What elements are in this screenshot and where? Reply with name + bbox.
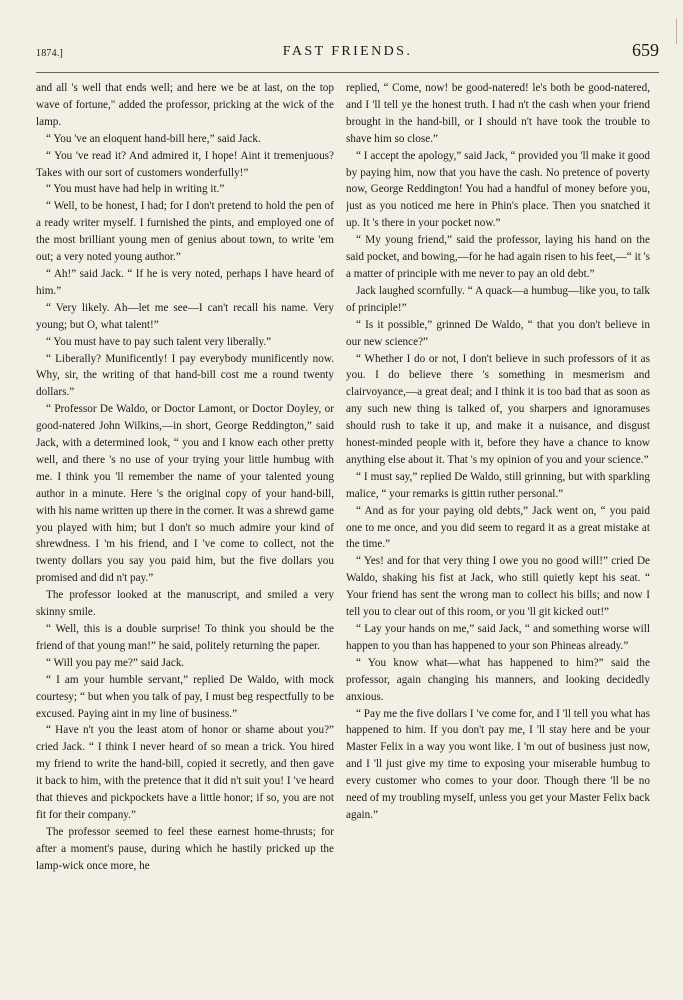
paragraph: “ My young friend,” said the professor, laying his hand on the said pocket, and bowing,—for he had again risen to his feet,—“ it 's a matter of principle with me never to pay an old debt.”: [346, 234, 650, 280]
paragraph: Jack laughed scornfully. “ A quack—a humbug—like you, to talk of principle!”: [346, 284, 650, 314]
paragraph: “ Very likely. Ah—let me see—I can't recall his name. Very young; but O, what talent!”: [36, 301, 334, 331]
right-column: [346, 80, 650, 985]
paragraph: replied, “ Come, now! be good-natered! le's both be good-natered, and I 'll tell ye the honest truth. I had n't the cash when your friend brought in the hand-bill, or I should n't have took the trouble to shave him so close.”: [346, 82, 650, 145]
paragraph: The professor seemed to feel these earnest home-thrusts; for after a moment's pause, during which he hastily pricked up the lamp-wick once more, he: [36, 825, 334, 872]
paragraph: “ Ah!” said Jack. “ If he is very noted, perhaps I have heard of him.”: [36, 267, 334, 297]
paragraph: “ Lay your hands on me,” said Jack, “ and something worse will happen to you than has happened to your son Phineas already.”: [346, 623, 650, 652]
header-year: 1874.]: [36, 48, 64, 59]
margin-mark: [676, 18, 677, 44]
paragraph: “ Well, this is a double surprise! To think you should be the friend of that young man!” he said, politely returning the paper.: [36, 623, 334, 652]
paragraph: “ You 've an eloquent hand-bill here,” said Jack.: [46, 132, 261, 145]
paragraph: “ Well, to be honest, I had; for I don't pretend to hold the pen of a ready writer myself. I furnished the pints, and employed one of the most brilliant young men of genius about town, to write 'em out; a very noted young author.”: [36, 200, 334, 264]
paragraph: “ Yes! and for that very thing I owe you no good will!” cried De Waldo, shaking his fist at Jack, who still quietly kept his seat. “ Your friend has sent the wrong man to collect his bills; and now I tell you to clear out of this room, or you 'll git kicked out!”: [346, 555, 650, 619]
paragraph: “ Pay me the five dollars I 've come for, and I 'll tell you what has happened to him. If you don't pay me, I 'll stay here and be your Master Felix in a way you wont like. I 'm out of business just now, and I 'll just give my time to exposing your miserable humbug to every customer who comes to your door. Though there 'll be no need of my troubling myself, unless you get your Master Felix back again.”: [346, 707, 650, 821]
paragraph: “ Professor De Waldo, or Doctor Lamont, or Doctor Doyley, or good-natered John Wilkins,—in short, George Reddington,” said Jack, with a determined look, “ you and I know each other pretty well, and there 's no use of your trying your little humbug with me. I think you 'll remember the name of your talented young author in a minute. Here 's the original copy of your hand-bill, with his name written up there in the corner. It was a shrewd game you played with him; but I don't so much admire your kind of shrewdness. I 'm his friend, and I 've come to collect, not the twenty dollars you say you paid him, but the five dollars you promised and did n't pay.”: [36, 403, 334, 585]
paragraph: “ Is it possible,” grinned De Waldo, “ that you don't believe in our new science?”: [346, 318, 650, 348]
paragraph: “ I must say,” replied De Waldo, still grinning, but with sparkling malice, “ your remarks is gittin ruther personal.”: [346, 470, 650, 500]
paragraph: “ And as for your paying old debts,” Jack went on, “ you paid one to me once, and you did seem to regard it as a great mistake at the time.”: [346, 504, 650, 551]
running-header: [36, 38, 659, 68]
paragraph: “ You must have had help in writing it.”: [46, 183, 225, 196]
paragraph: “ You must have to pay such talent very liberally.”: [46, 335, 272, 348]
header-rule: [36, 72, 659, 73]
header-title: FAST FRIENDS.: [282, 44, 413, 59]
page-number: 659: [632, 40, 659, 60]
paragraph: “ I am your humble servant,” replied De Waldo, with mock courtesy; “ but when you talk of pay, I must beg respectfully to be excused. Paying aint in my line of business.”: [36, 673, 334, 720]
left-column: [36, 80, 334, 985]
paragraph: “ I accept the apology,” said Jack, “ provided you 'll make it good by paying him, now that you have the cash. No pretence of poverty now, George Reddington! You had a handful of money before you, just as you noticed me here in Phin's place. Then you snatched it up. It 's there in your pocket now.”: [346, 149, 650, 230]
paragraph: “ You know what—what has happened to him?” said the professor, again changing his manners, and looking decidedly anxious.: [346, 656, 650, 703]
paragraph: and all 's well that ends well; and here we be at last, on the top wave of fortune," added the professor, pricking at the wick of the lamp.: [36, 82, 334, 128]
paragraph: “ Have n't you the least atom of honor or shame about you?” cried Jack. “ I think I never heard of so mean a trick. You hired my friend to write the hand-bill, copied it secretly, and then gave it back to him, with the pretence that it did n't suit you! I 've heard that thieves and pickpockets have a little honor; if so, you are not fit for their company.”: [36, 724, 334, 821]
paragraph: “ Whether I do or not, I don't believe in such professors of it as you. I do believe there 's something in mesmerism and clairvoyance,—a great deal; and I think it is too bad that as soon as any such new thing is talked of, you sharpers and ignoramuses should rush to take it up, and make it a nuisance, and disgust honest-minded people with it, before they have a chance to know anything else about it. That 's my opinion of you and your science.”: [346, 352, 650, 466]
paragraph: The professor looked at the manuscript, and smiled a very skinny smile.: [36, 589, 334, 619]
paragraph: “ Will you pay me?” said Jack.: [46, 656, 185, 669]
paragraph: “ You 've read it? And admired it, I hope! Aint it tremenjuous? Takes with our sort of customers wonderfully!”: [36, 149, 334, 179]
paragraph: “ Liberally? Munificently! I pay everybody munificently now. Why, sir, the writing of that hand-bill cost me a round twenty dollars.”: [36, 352, 334, 399]
